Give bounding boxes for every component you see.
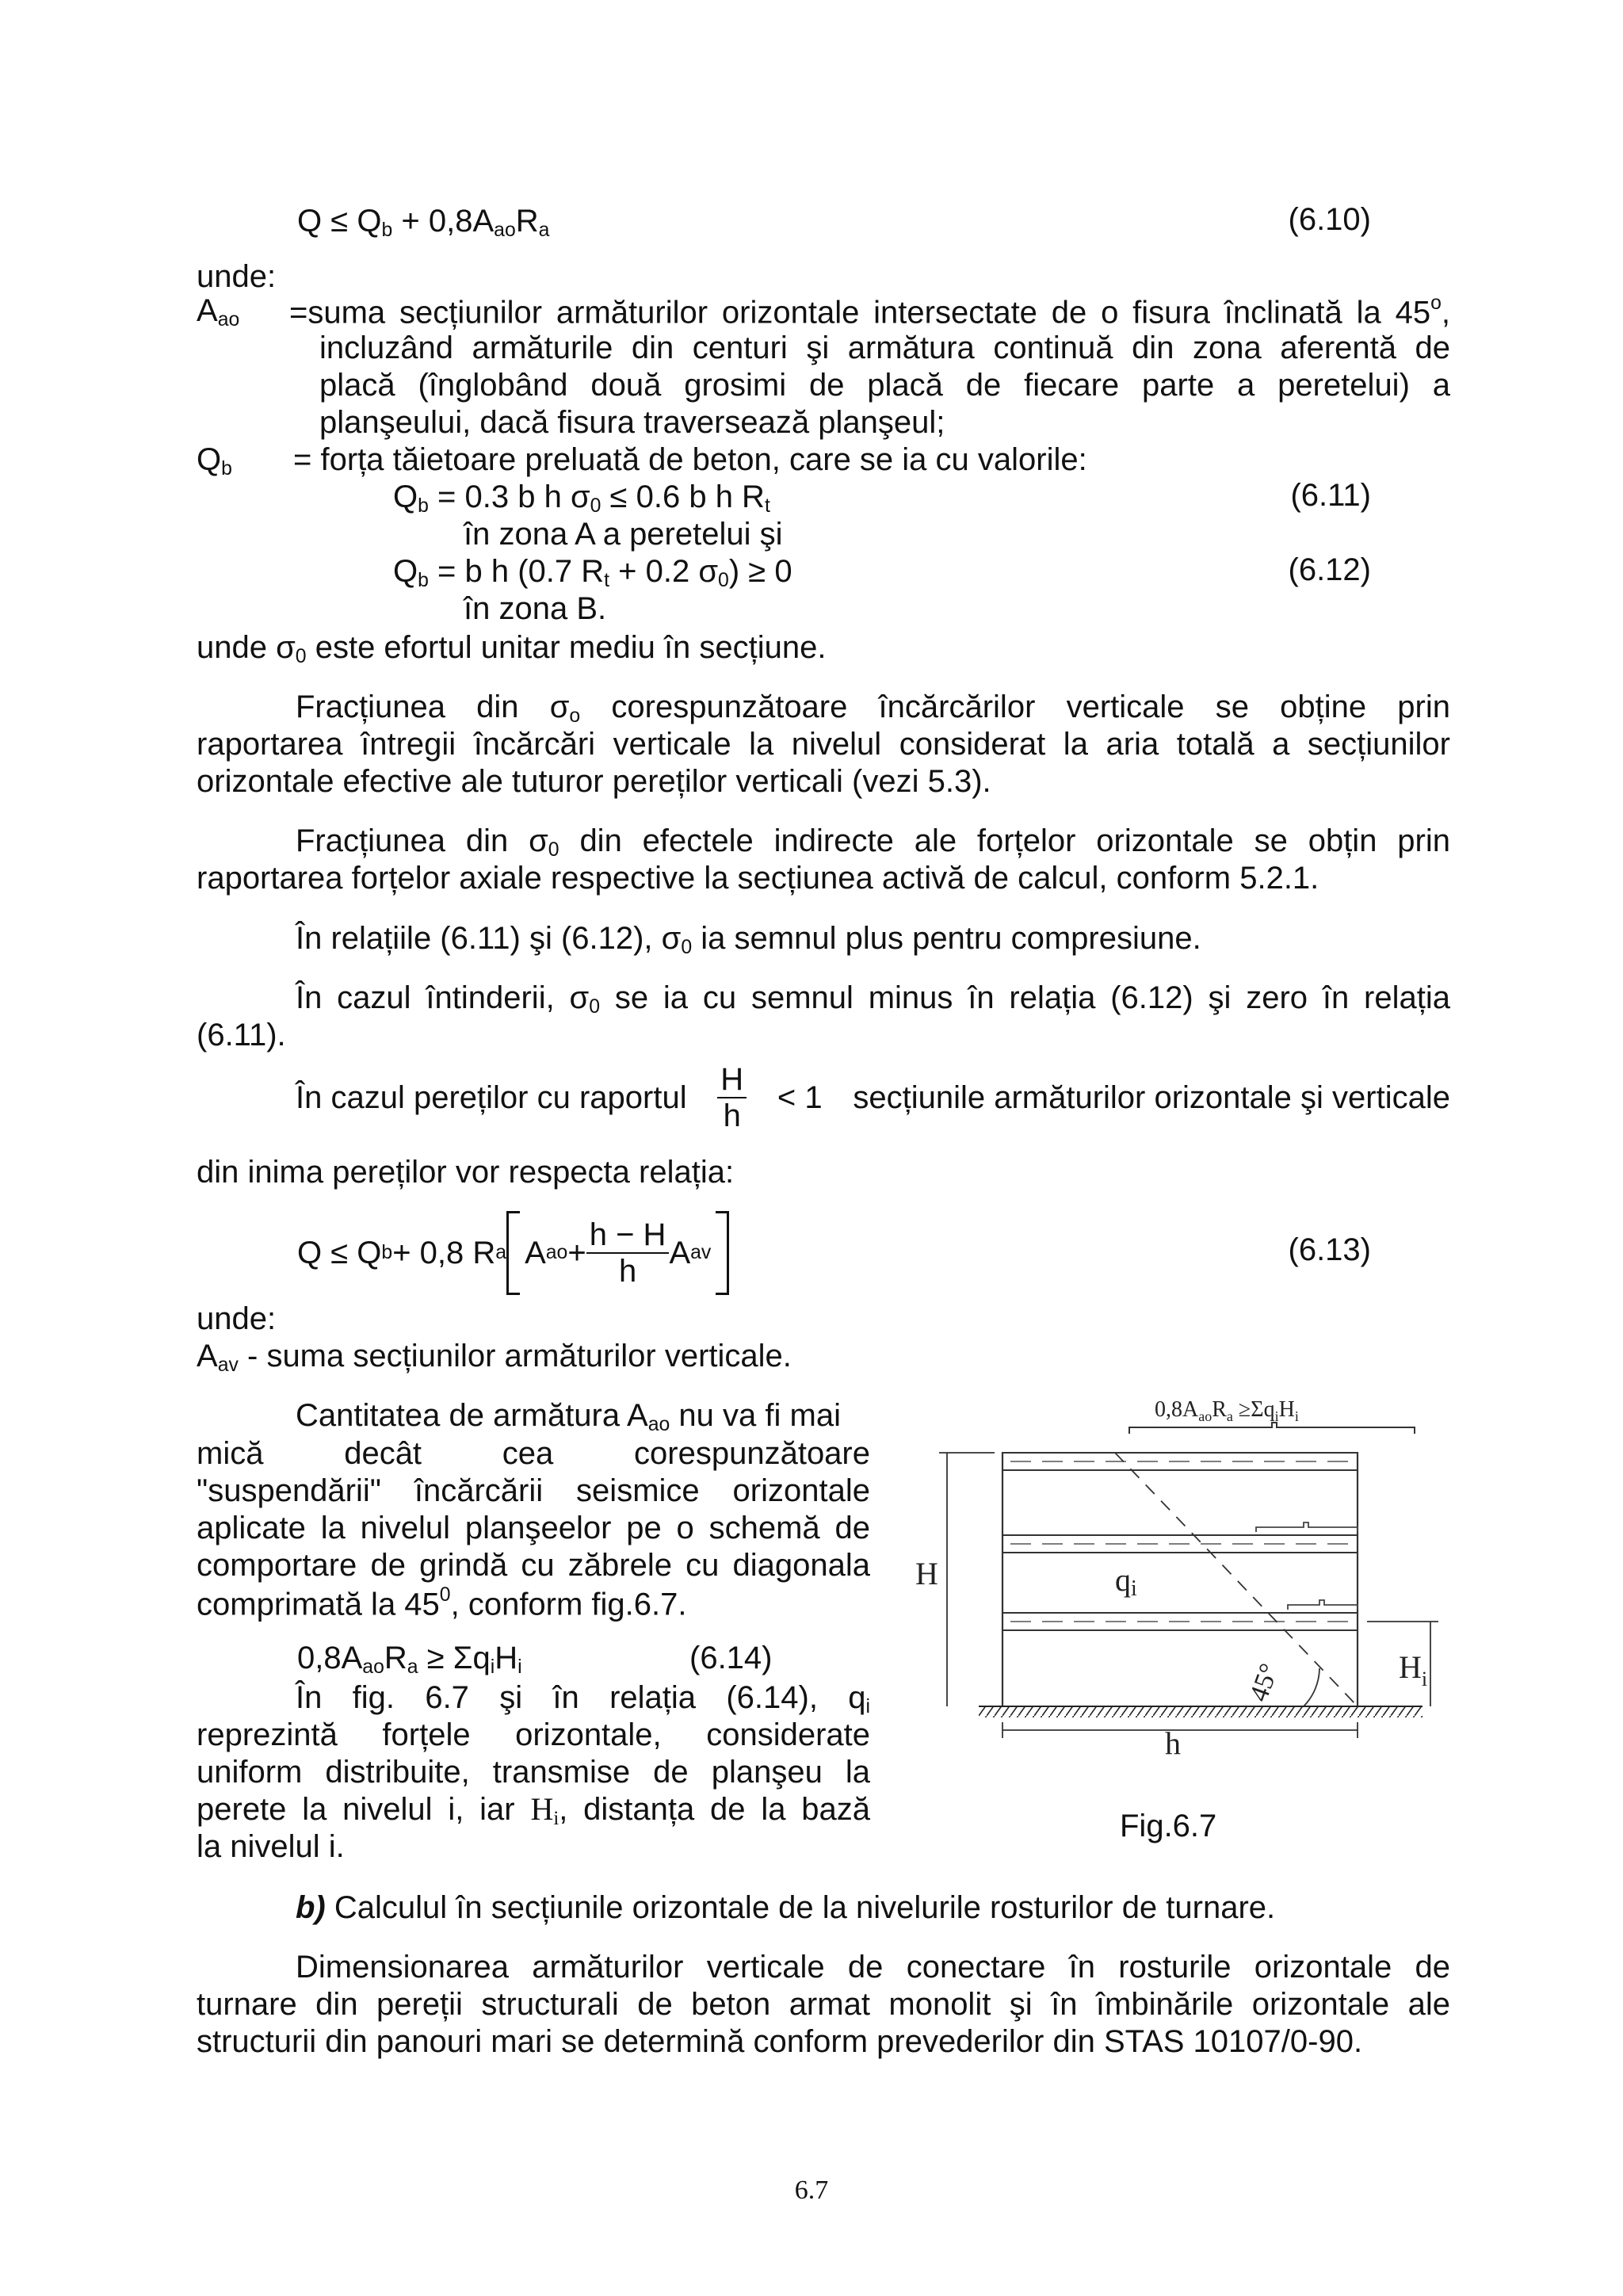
para6-line6: comprimată la $45^0$, conform fig.6.7.: [197, 1584, 687, 1622]
def-aav: $A_{av}$ - suma secțiunilor armăturilor verticale.: [197, 1339, 792, 1377]
para6-line5: comportare de grindă cu zăbrele cu diagonala: [197, 1548, 870, 1583]
figure-top-label: $0,8A_{ao}R_a \ge\Sigma q_iH_i$: [1155, 1397, 1299, 1424]
label-h-width: h: [1165, 1725, 1181, 1755]
where-label: unde:: [197, 259, 277, 294]
fraction-h-minus-h: $\frac{h - H}{h}$: [586, 1217, 670, 1289]
equation-6-12: $Q_b = b$ h (0.7 $R_t + 0.2$ $\sigma_0) \ge 0$: [393, 554, 792, 592]
para8-line1: Dimensionarea armăturilor verticale de conectare în rosturile orizontale de: [296, 1950, 1450, 1985]
def-aao-line2: incluzând armăturile din centuri şi armătura continuă din zona aferentă de: [319, 330, 1450, 365]
symbol-qb: $Q_b$: [197, 442, 232, 480]
figure-caption: Fig.6.7: [1120, 1809, 1217, 1843]
page-number: 6.7: [794, 2176, 829, 2205]
para2-line2: raportarea forțelor axiale respective la secțiunea activă de calcul, conform 5.2.1.: [197, 861, 1319, 896]
equation-6-11: $Q_b = 0.3$ b h $\sigma_0 \le 0.6$ b h $R_t$: [393, 479, 770, 518]
label-h-total: H: [915, 1556, 938, 1591]
para7-line3: uniform distribuite, transmise de planşeu la: [197, 1755, 870, 1790]
label-hi: $H_i$: [1399, 1649, 1428, 1690]
symbol-aao: $A_{ao}$: [197, 293, 240, 331]
equation-number-6-10: (6.10): [1288, 202, 1371, 237]
para8-line3: structurii din panouri mari se determină conform prevederilor din STAS 10107/0-90.: [197, 2024, 1363, 2059]
equation-number-6-14: (6.14): [689, 1641, 773, 1675]
para6-line1: Cantitatea de armătura $A_{ao}$ nu va fi mai: [296, 1398, 841, 1436]
para7-line2: reprezintă forțele orizontale, considerate: [197, 1717, 870, 1752]
right-bracket: [716, 1211, 729, 1295]
zone-b-text: în zona B.: [464, 591, 607, 626]
slab-level-3: [1002, 1613, 1358, 1630]
def-aao-line4: planşeului, dacă fisura traversează planşeul;: [319, 405, 945, 440]
para1-line3: orizontale efective ale tuturor pereților verticali (vezi 5.3).: [197, 764, 991, 799]
para7-line1: În fig. 6.7 şi în relația (6.14), $q_i$: [296, 1680, 870, 1718]
equation-6-10: $Q \le Q_b + 0,8A_{ao}R_a$: [297, 204, 550, 242]
para6-line2: mică decât cea corespunzătoare: [197, 1436, 870, 1471]
equation-number-6-11: (6.11): [1290, 478, 1371, 513]
para7-line5: la nivelul i.: [197, 1829, 345, 1864]
label-qi: qi: [1115, 1562, 1137, 1601]
para7-line4: perete la nivelul i, iar $H_i$, distanța de la bază: [197, 1791, 871, 1830]
para2-line1: Fracțiunea din $\sigma_0$ din efectele indirecte ale forțelor orizontale se obțin prin: [296, 823, 1450, 861]
figure-6-7: [892, 1383, 1446, 1755]
para6-line3: "suspendării" încărcării seismice orizontale: [197, 1473, 870, 1508]
para1-line2: raportarea întregii încărcări verticale la nivelul considerat la aria totală a secțiunilor: [197, 727, 1450, 762]
where-sigma-text: unde $\sigma_0$ este efortul unitar mediu în secțiune.: [197, 630, 827, 668]
para6-line4: aplicate la nivelul planşeelor pe o schemă de: [197, 1511, 870, 1545]
equation-6-14: $0,8A_{ao}R_a \ge \Sigma q_iH_i$: [297, 1641, 522, 1679]
def-aao-line1: =suma secțiunilor armăturilor orizontale intersectate de o fisura înclinată la 45$^o$,: [289, 292, 1450, 330]
equation-number-6-13: (6.13): [1288, 1232, 1371, 1267]
equation-6-13: Q ≤ Q b + 0,8 R a A ao + $\frac{h - H}{h}$ A av: [297, 1209, 729, 1297]
zone-a-text: în zona A a peretelui şi: [464, 517, 783, 552]
para1-line1: Fracțiunea din $\sigma_o$ corespunzătoare încărcărilor verticale se obține prin: [296, 690, 1450, 728]
label-angle: 45°: [1243, 1660, 1285, 1706]
truss-diagram: [892, 1383, 1446, 1755]
para5-line1: În cazul pereților cu raportul $\frac{H}{h}$ < 1 secțiunile armăturilor orizontale şi verticale: [296, 1062, 1450, 1133]
def-aao-line3: placă (înglobând două grosimi de placă de fiecare parte a peretelui) a: [319, 368, 1450, 403]
para4-line1: În cazul întinderii, $\sigma_0$ se ia cu semnul minus în relația (6.12) şi zero în relația: [296, 980, 1450, 1018]
section-b-heading: b) Calculul în secțiunile orizontale de la nivelurile rosturilor de turnare.: [296, 1890, 1276, 1925]
para4-line2: (6.11).: [197, 1018, 286, 1052]
def-qb-text: = forța tăietoare preluată de beton, care se ia cu valorile:: [293, 442, 1087, 477]
slab-level-2: [1002, 1535, 1358, 1553]
left-bracket: [506, 1211, 520, 1295]
para8-line2: turnare din pereții structurali de beton armat monolit şi în îmbinările orizontale ale: [197, 1987, 1450, 2022]
slab-level-1: [1002, 1453, 1358, 1470]
para3: În relațiile (6.11) şi (6.12), $\sigma_0$ ia semnul plus pentru compresiune.: [296, 921, 1201, 959]
where-label-2: unde:: [197, 1301, 277, 1336]
ratio-h-over-h: $\frac{H}{h}$: [717, 1062, 747, 1133]
para5-line2: din inima pereților vor respecta relația:: [197, 1155, 735, 1190]
equation-number-6-12: (6.12): [1288, 552, 1371, 587]
